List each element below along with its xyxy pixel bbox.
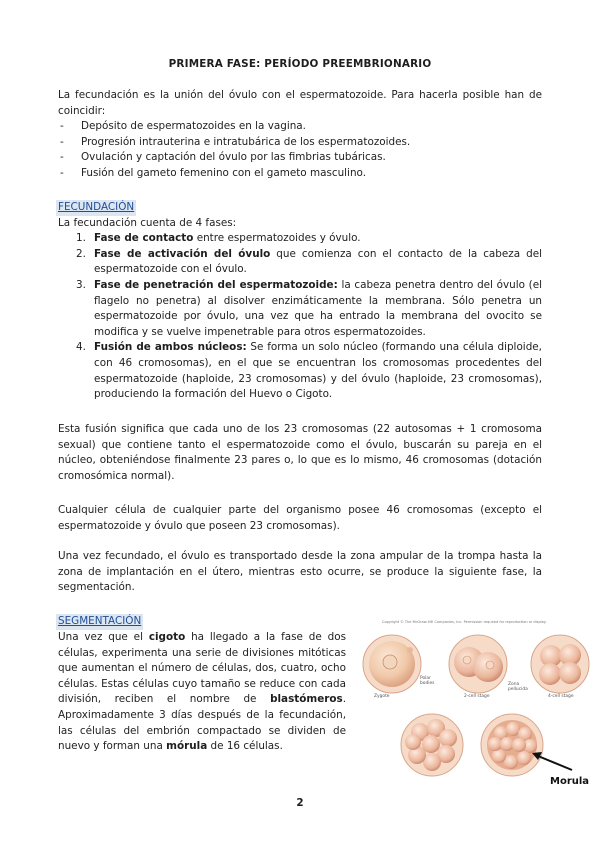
phases-list — [58, 231, 542, 403]
text-run: Una vez que el — [58, 631, 149, 643]
fecundacion-lead: La fecundación cuenta de 4 fases: — [58, 216, 237, 229]
transport-paragraph: Una vez fecundado, el óvulo es transportado desde la zona ampular de la trompa hasta la zona de implantación en el útero, mientras esto ocurre, se produce la siguiente fase, la segmentación. — [58, 550, 542, 594]
phase-text: entre espermatozoides y óvulo. — [193, 232, 361, 245]
phase-title: Fase de contacto — [94, 232, 194, 245]
four-cell-label: 4-cell stage — [548, 694, 574, 699]
phase-title: Fase de penetración del espermatozoide: — [94, 278, 338, 291]
phase-item — [58, 231, 542, 247]
phase-item — [58, 278, 542, 340]
page-title: PRIMERA FASE: PERÍODO PREEMBRIONARIO — [168, 58, 432, 70]
text-run: ha llegado a la fase de dos células, experimenta una serie de divisiones mitóticas que aumentan el número de células, dos, cuatro, ocho células. Estas células cuyo tamaño se reduce con cada división, reciben el nombre de — [58, 631, 346, 706]
phase-text: que comienza con el contacto de la cabeza del espermatozoide con el óvulo. — [94, 247, 542, 276]
zygote-label: Zygote — [374, 694, 390, 699]
bold-term: cigoto — [148, 631, 186, 643]
fusion-paragraph: Esta fusión significa que cada uno de los 23 cromosomas (22 autosomas + 1 cromosoma sexual) que contiene tanto el espermatozoide como el óvulo, buscarán su pareja en el núcleo, obteniéndose finalmente 23 pares o, lo que es lo mismo, 46 cromosomas (dotación cromosómica normal). — [58, 423, 542, 482]
fecundacion-heading: FECUNDACIÓN — [56, 200, 136, 216]
bold-term: mórula — [166, 740, 208, 753]
phase-title: Fase de activación del óvulo — [94, 247, 271, 260]
zona-pellucida-label: Zona pellucida — [508, 682, 528, 692]
zygote-cell — [363, 635, 421, 693]
morula-cell — [481, 714, 543, 776]
phase-number: 1. — [76, 232, 86, 245]
two-cell-label: 2-cell stage — [464, 694, 490, 699]
fecundacion-section — [58, 200, 542, 403]
morula-label: Morula — [550, 776, 590, 787]
segmentacion-paragraph — [58, 630, 346, 755]
chromosome-paragraph: Cualquier célula de cualquier parte del organismo posee 46 cromosomas (excepto el espermatozoide y óvulo que poseen 23 cromosomas). — [58, 504, 542, 532]
phase-text: la cabeza penetra dentro del óvulo (el flagelo no penetra) al disolver enzimáticamente la membrana. Sólo penetra un espermatozoide por óvulo, una vez que ha entrado la membrana del ovocito se modifica y se vuelve impenetrable para otros espermatozoides. — [94, 278, 542, 338]
eight-cell-stage — [401, 714, 463, 776]
phase-number: 4. — [76, 341, 86, 354]
text-run: de 16 células. — [207, 740, 283, 753]
intro-paragraph: La fecundación es la unión del óvulo con el espermatozoide. Para hacerla posible han de coincidir: — [58, 89, 542, 117]
bold-term: blastómeros — [270, 693, 343, 706]
phase-number: 2. — [76, 247, 86, 260]
segmentation-illustration — [360, 620, 596, 785]
text-run: . Aproximadamente 3 días después de la fecundación, las células del embrión compactado se dividen de nuevo y forman una — [58, 693, 346, 753]
phase-item — [58, 340, 542, 402]
list-item: - Fusión del gameto femenino con el gameto masculino. — [58, 166, 542, 182]
phase-number: 3. — [76, 278, 86, 291]
segmentacion-heading: SEGMENTACIÓN — [56, 614, 143, 630]
page-number: 2 — [296, 797, 304, 809]
polar-bodies-label: Polar bodies — [420, 676, 435, 686]
phase-item — [58, 247, 542, 278]
requirements-list — [58, 119, 542, 181]
list-item: - Ovulación y captación del óvulo por las fimbrias tubáricas. — [58, 150, 542, 166]
segmentation-figure — [360, 620, 596, 785]
two-cell-stage — [449, 635, 507, 693]
figure-copyright: Copyright © The McGraw-Hill Companies, Inc. Permission required for reproduction or display. — [382, 620, 547, 624]
phase-title: Fusión de ambos núcleos: — [94, 341, 247, 354]
intro-section — [58, 88, 542, 182]
list-item: - Progresión intrauterina e intratubárica de los espermatozoides. — [58, 135, 542, 151]
phase-text: Se forma un solo núcleo (formando una célula diploide, con 46 cromosomas), en el que se encuentran los cromosomas procedentes del espermatozoide (haploide, 23 cromosomas) y del óvulo (haploide, 23 cromosomas), produciendo la formación del Huevo o Cigoto. — [94, 341, 542, 401]
four-cell-stage — [531, 635, 589, 693]
list-item: - Depósito de espermatozoides en la vagina. — [58, 119, 542, 135]
